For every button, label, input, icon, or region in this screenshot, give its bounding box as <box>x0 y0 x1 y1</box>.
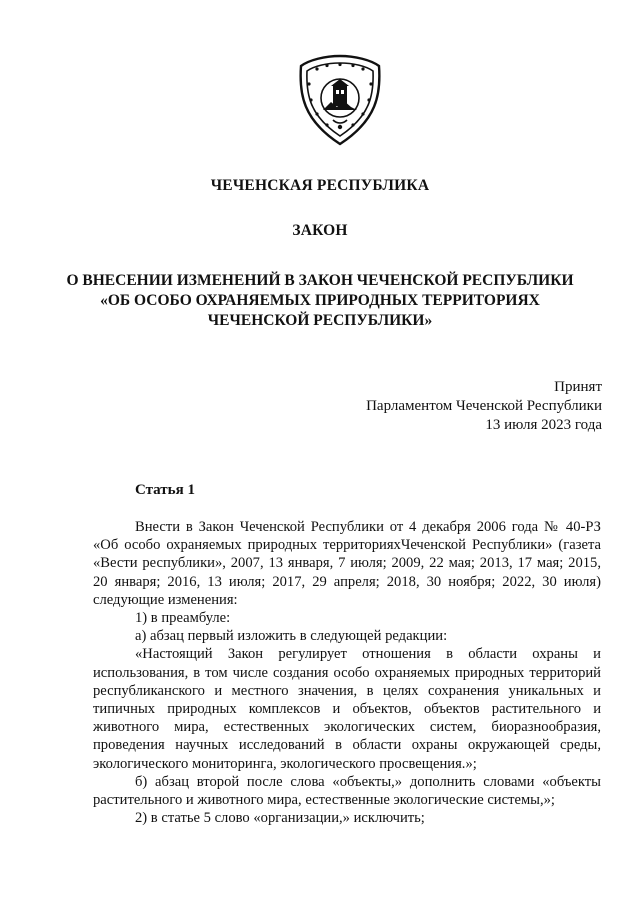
law-title-line: О ВНЕСЕНИИ ИЗМЕНЕНИЙ В ЗАКОН ЧЕЧЕНСКОЙ РЕСПУБЛИКИ <box>66 272 574 289</box>
document-type-heading: ЗАКОН <box>292 222 348 239</box>
adoption-authority: Парламентом Чеченской Республики <box>366 398 602 414</box>
article-body <box>93 518 601 827</box>
paragraph: 1) в преамбуле: <box>135 610 231 627</box>
adoption-label: Принят <box>554 379 602 395</box>
law-title <box>40 271 600 331</box>
adoption-block <box>366 378 602 435</box>
paragraph: б) абзац второй после слова «объекты,» дополнить словами «объекты растительного и животного мира, естественные экологические системы,»; <box>93 773 601 809</box>
paragraph: Внести в Закон Чеченской Республики от 4 декабря 2006 года № 40-РЗ «Об особо охраняемых природных территорияхЧеченской Республики» (газета «Вести республики», 2007, 13 января, 7 июля; 2009, 22 мая; 2013, 17 мая; 2015, 20 января; 2016, 13 июля; 2017, 29 апреля; 2018, 30 ноября; 2022, 30 июля) следующие изменения: <box>93 519 601 608</box>
paragraph: 2) в статье 5 слово «организации,» исключить; <box>135 810 425 827</box>
paragraph: а) абзац первый изложить в следующей редакции: <box>135 628 448 645</box>
article-heading: Статья 1 <box>135 482 195 498</box>
paragraph: «Настоящий Закон регулирует отношения в области охраны и использования, в том числе создания особо охраняемых природных территорий республиканского и местного значения, в целях сохранения уникальных и типичных природных комплексов и объектов, объектов растительного и животного мира, естественных экологических систем, биоразнообразия, проведения научных исследований в области охраны окружающей среды, экологического мониторинга, экологического просвещения.»; <box>93 646 601 772</box>
law-title-line: ЧЕЧЕНСКОЙ РЕСПУБЛИКИ» <box>207 312 433 329</box>
adoption-date: 13 июля 2023 года <box>485 417 602 433</box>
republic-heading: ЧЕЧЕНСКАЯ РЕСПУБЛИКА <box>210 177 430 194</box>
law-title-line: «ОБ ОСОБО ОХРАНЯЕМЫХ ПРИРОДНЫХ ТЕРРИТОРИЯХ <box>100 292 540 309</box>
coat-of-arms-icon <box>297 54 383 146</box>
